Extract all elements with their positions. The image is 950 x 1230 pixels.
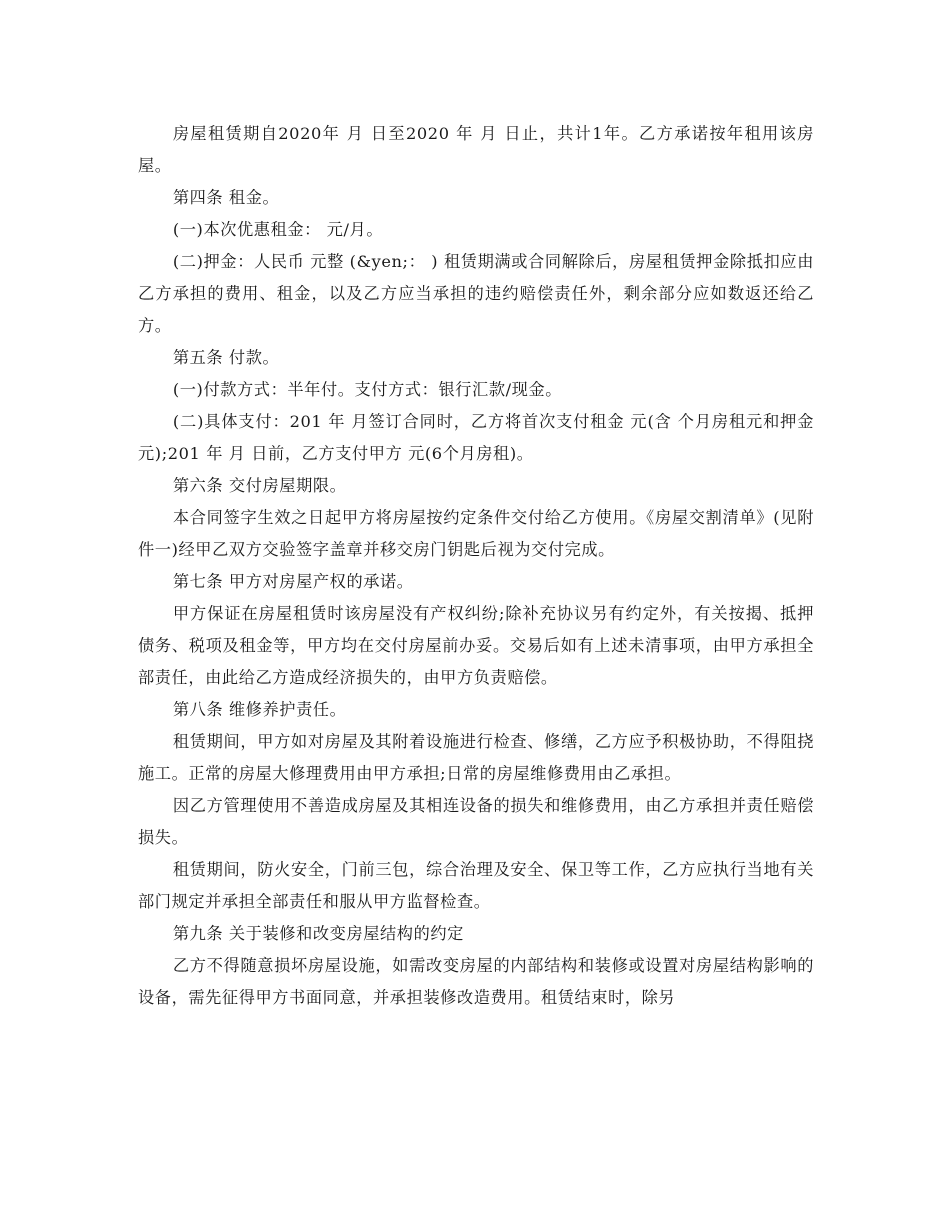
heading-article-7: 第七条 甲方对房屋产权的承诺。	[172, 572, 414, 591]
paragraph-payment-method: (一)付款方式：半年付。支付方式：银行汇款/现金。	[172, 380, 563, 399]
heading-article-6: 第六条 交付房屋期限。	[172, 476, 347, 495]
paragraph-payment-details: (二)具体支付：201 年 月签订合同时，乙方将首次支付租金 元(含 个月房租元和押金 元);201 年 月 日前，乙方支付甲方 元(6个月房租)。	[138, 412, 814, 463]
paragraph-lease-term: 房屋租赁期自2020年 月 日至2020 年 月 日止，共计1年。乙方承诺按年租用该房屋。	[138, 124, 814, 175]
paragraph-renovation: 乙方不得随意损坏房屋设施，如需改变房屋的内部结构和装修或设置对房屋结构影响的设备，需先征得甲方书面同意，并承担装修改造费用。租赁结束时，除另	[138, 956, 814, 1007]
paragraph-maintenance-1: 租赁期间，甲方如对房屋及其附着设施进行检查、修缮，乙方应予积极协助，不得阻挠施工。正常的房屋大修理费用由甲方承担;日常的房屋维修费用由乙承担。	[138, 732, 814, 783]
paragraph-maintenance-3: 租赁期间，防火安全，门前三包，综合治理及安全、保卫等工作，乙方应执行当地有关部门规定并承担全部责任和服从甲方监督检查。	[138, 860, 814, 911]
paragraph-delivery: 本合同签字生效之日起甲方将房屋按约定条件交付给乙方使用。《房屋交割清单》(见附件一)经甲乙双方交验签字盖章并移交房门钥匙后视为交付完成。	[138, 508, 814, 559]
heading-article-5: 第五条 付款。	[172, 348, 280, 367]
document-body	[138, 118, 814, 1014]
paragraph-property-rights: 甲方保证在房屋租赁时该房屋没有产权纠纷;除补充协议另有约定外，有关按揭、抵押债务、税项及租金等，甲方均在交付房屋前办妥。交易后如有上述未清事项，由甲方承担全部责任，由此给乙方造成经济损失的，由甲方负责赔偿。	[138, 604, 814, 687]
heading-article-9: 第九条 关于装修和改变房屋结构的约定	[172, 924, 464, 943]
heading-article-8: 第八条 维修养护责任。	[172, 700, 347, 719]
paragraph-maintenance-2: 因乙方管理使用不善造成房屋及其相连设备的损失和维修费用，由乙方承担并责任赔偿损失。	[138, 796, 814, 847]
paragraph-discount-rent: (一)本次优惠租金： 元/月。	[172, 220, 384, 239]
paragraph-deposit: (二)押金：人民币 元整 (&yen;： ) 租赁期满或合同解除后，房屋租赁押金除抵扣应由乙方承担的费用、租金，以及乙方应当承担的违约赔偿责任外，剩余部分应如数返还给乙方。	[138, 252, 814, 335]
heading-article-4: 第四条 租金。	[172, 188, 280, 207]
